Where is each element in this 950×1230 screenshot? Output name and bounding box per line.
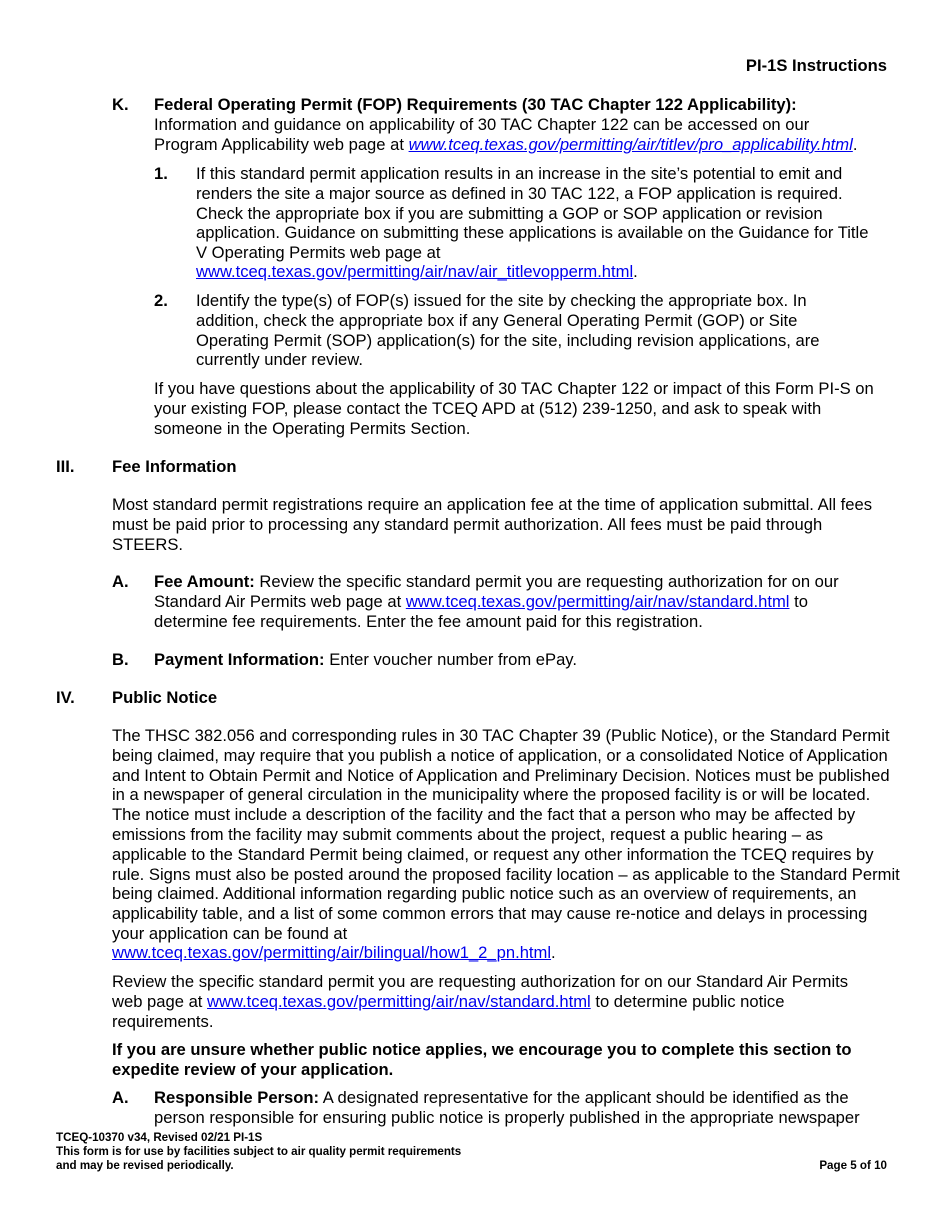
fee-amount-line-1	[154, 572, 914, 592]
fee-amount-text-3: to	[789, 592, 808, 611]
public-notice-para-2-tail: to determine public notice	[590, 992, 785, 1011]
item-1-label: 1.	[154, 164, 168, 183]
section-k-title: Federal Operating Permit (FOP) Requirements (30 TAC Chapter 122 Applicability):	[154, 95, 797, 114]
fee-amount-text-1: Review the specific standard permit you are requesting authorization for on our	[254, 572, 839, 591]
fee-item-b-label: B.	[112, 650, 129, 669]
period: .	[551, 943, 556, 962]
item-2-label: 2.	[154, 291, 168, 310]
responsible-person-text-1: A designated representative for the applicant should be identified as the	[319, 1088, 849, 1107]
title-v-guidance-link[interactable]: www.tceq.texas.gov/permitting/air/nav/air_titlevopperm.html	[196, 262, 634, 281]
fee-item-a-label: A.	[112, 572, 129, 591]
section-k-text-1: Information and guidance on applicability of 30 TAC Chapter 122 can be accessed on our	[154, 115, 810, 134]
page-header-title: PI-1S Instructions	[745, 56, 887, 75]
public-notice-item-a-label: A.	[112, 1088, 129, 1107]
public-notice-paragraph-1: The THSC 382.056 and corresponding rules in 30 TAC Chapter 39 (Public Notice), or the Standard Permit being claimed, may require that you publish a notice of application, or a consolidated Notice of Application and Intent to Obtain Permit and Notice of Application and Preliminary Decision. Notices must be published in a newspaper of general circulation in the municipality where the proposed facility is or will be located. The notice must include a description of the facility and the fact that a person who may be affected by emissions from the facility may submit comments about the project, request a public hearing – as applicable to the Standard Permit being claimed, or request any other information the TCEQ requires by rule. Signs must also be posted around the proposed facility location – as applicable to the Standard Permit being claimed. Additional information regarding public notice such as an overview of requirements, an applicability table, and a list of some common errors that may cause re-notice and delays in processing your application can be found at	[112, 726, 900, 943]
period: .	[633, 262, 638, 281]
public-notice-para-2-line-3: requirements.	[112, 1012, 214, 1031]
item-1-link-line	[196, 262, 872, 282]
responsible-person-title: Responsible Person:	[154, 1088, 320, 1107]
bilingual-public-notice-link[interactable]: www.tceq.texas.gov/permitting/air/bilingual/how1_2_pn.html	[112, 943, 552, 962]
public-notice-bold-note: If you are unsure whether public notice applies, we encourage you to complete this section to expedite review of your application.	[112, 1040, 852, 1079]
payment-info-text: Enter voucher number from ePay.	[324, 650, 577, 669]
footer-form-id: TCEQ-10370 v34, Revised 02/21 PI-1S	[56, 1131, 263, 1144]
standard-permits-link-2[interactable]: www.tceq.texas.gov/permitting/air/nav/standard.html	[207, 992, 591, 1011]
responsible-person-line-1	[154, 1088, 914, 1108]
section-iv-label: IV.	[56, 688, 75, 707]
footer-usage-note: This form is for use by facilities subject to air quality permit requirements	[56, 1145, 462, 1158]
section-iv-title: Public Notice	[112, 688, 218, 707]
footer-revision-note: and may be revised periodically.	[56, 1159, 234, 1172]
section-iii-text: Most standard permit registrations require an application fee at the time of application submittal. All fees must be paid prior to processing any standard permit authorization. All fees must be paid through STEERS.	[112, 495, 873, 554]
fee-amount-line-2	[154, 592, 914, 612]
payment-info-line	[154, 650, 854, 670]
item-2-text: Identify the type(s) of FOP(s) issued for the site by checking the appropriate box. In addition, check the appropriate box if any General Operating Permit (GOP) or Site Operating Permit (SOP) application(s) for the site, including revision applications, are currently under review.	[196, 291, 820, 370]
responsible-person-text-2: person responsible for ensuring public notice is properly published in the appropriate newspaper	[154, 1108, 860, 1127]
public-notice-link-line	[112, 943, 872, 963]
section-k-text-2-lead: Program Applicability web page at	[154, 135, 409, 154]
section-k-closing: If you have questions about the applicability of 30 TAC Chapter 122 or impact of this Form PI-S on your existing FOP, please contact the TCEQ APD at (512) 239-1250, and ask to speak with someone in the Operating Permits Section.	[154, 379, 874, 438]
fee-amount-text-2: Standard Air Permits web page at	[154, 592, 406, 611]
section-k-text-2	[154, 135, 904, 155]
footer-page-number: Page 5 of 10	[819, 1159, 887, 1172]
section-iii-label: III.	[56, 457, 75, 476]
fee-amount-text-4: determine fee requirements. Enter the fee amount paid for this registration.	[154, 612, 703, 631]
item-1-text: If this standard permit application results in an increase in the site’s potential to emit and renders the site a major source as defined in 30 TAC 122, a FOP application is required. Check the appropriate box if you are submitting a GOP or SOP application or revision application. Guidance on submitting these applications is available on the Guidance for Title V Operating Permits web page at	[196, 164, 869, 263]
standard-permits-link[interactable]: www.tceq.texas.gov/permitting/air/nav/standard.html	[405, 592, 790, 611]
program-applicability-link[interactable]: www.tceq.texas.gov/permitting/air/titlev/pro_applicability.html	[408, 135, 853, 154]
period: .	[852, 135, 858, 154]
section-iii-title: Fee Information	[112, 457, 237, 476]
public-notice-para-2-line-1: Review the specific standard permit you are requesting authorization for on our Standard Air Permits	[112, 972, 849, 991]
public-notice-para-2-line-2	[112, 992, 902, 1012]
public-notice-para-2-lead: web page at	[112, 992, 208, 1011]
payment-info-title: Payment Information:	[154, 650, 325, 669]
section-k-label: K.	[112, 95, 129, 114]
fee-amount-title: Fee Amount:	[154, 572, 255, 591]
